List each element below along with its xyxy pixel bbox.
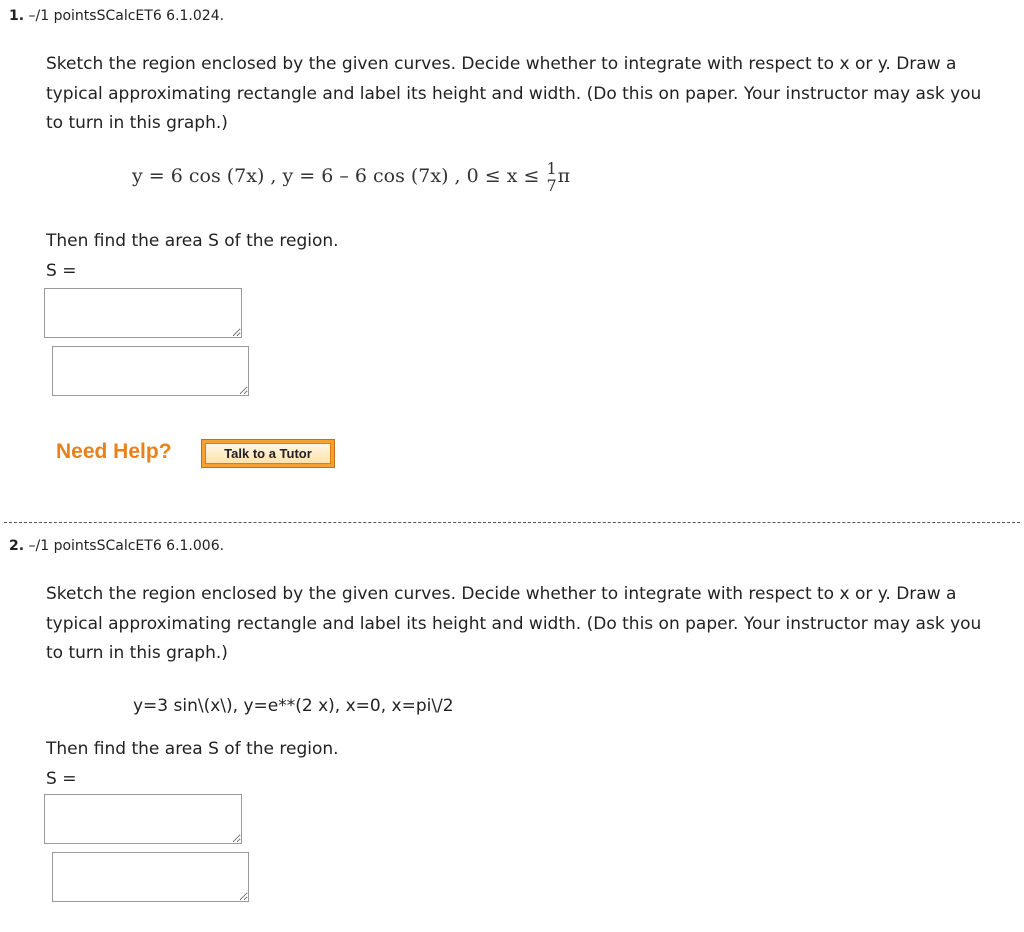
question-divider	[4, 522, 1020, 523]
question-header	[9, 8, 224, 24]
question-header	[9, 538, 224, 554]
area-label: S =	[46, 769, 77, 789]
answer-field-secondary[interactable]	[52, 346, 249, 396]
formula-fraction	[546, 160, 556, 194]
question-points: –/1 pointsSCalcET6 6.1.006.	[28, 538, 225, 554]
question-number: 2.	[9, 538, 25, 554]
area-label: S =	[46, 261, 77, 281]
question-points: –/1 pointsSCalcET6 6.1.024.	[28, 8, 225, 24]
formula-tail: π	[557, 165, 571, 187]
talk-to-tutor-label: Talk to a Tutor	[205, 443, 331, 464]
question-prompt: Sketch the region enclosed by the given curves. Decide whether to integrate with respect to x or y. Draw a typical approximating rectangle and label its height and width. (Do this on paper. Your instructor may ask you to turn in this graph.)	[46, 54, 982, 133]
answer-field-secondary[interactable]	[52, 852, 249, 902]
question-formula	[132, 160, 570, 194]
fraction-numerator: 1	[546, 159, 557, 178]
question-prompt: Sketch the region enclosed by the given curves. Decide whether to integrate with respect to x or y. Draw a typical approximating rectangle and label its height and width. (Do this on paper. Your instructor may ask you to turn in this graph.)	[46, 584, 982, 663]
question-formula: y=3 sin\(x\), y=e**(2 x), x=0, x=pi\/2	[133, 696, 454, 716]
fraction-denominator: 7	[546, 176, 557, 195]
talk-to-tutor-button[interactable]	[201, 439, 335, 468]
need-help-label: Need Help?	[56, 440, 172, 463]
formula-lead: y = 6 cos (7x) , y = 6 – 6 cos (7x) , 0 ≤ x ≤	[132, 165, 546, 187]
answer-field[interactable]	[44, 794, 242, 844]
area-instruction: Then find the area S of the region.	[46, 231, 339, 251]
question-number: 1.	[9, 8, 25, 24]
area-instruction: Then find the area S of the region.	[46, 739, 339, 759]
answer-field[interactable]	[44, 288, 242, 338]
